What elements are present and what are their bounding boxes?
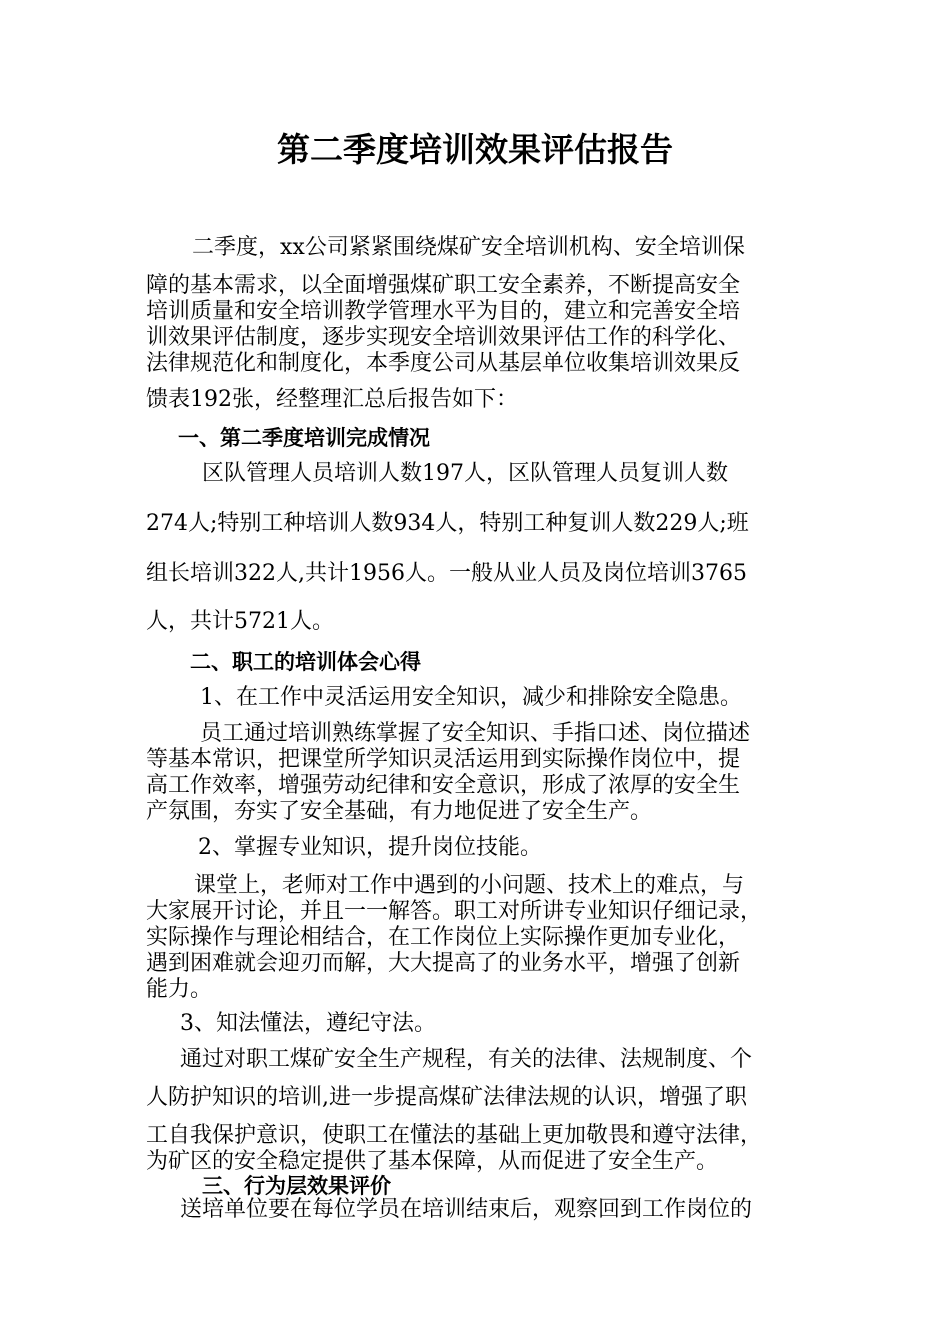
section-2-heading: 二、职工的培训体会心得 xyxy=(190,650,421,674)
item-2-line-3: 实际操作与理论相结合，在工作岗位上实际操作更加专业化， xyxy=(146,925,741,950)
item-3-line-3: 工自我保护意识，使职工在懂法的基础上更加敬畏和遵守法律， xyxy=(146,1123,763,1148)
item-3-line-4: 为矿区的安全稳定提供了基本保障，从而促进了安全生产。 xyxy=(146,1149,719,1174)
item-2-title: 2、掌握专业知识，提升岗位技能。 xyxy=(198,835,542,860)
item-2-line-4: 遇到困难就会迎刃而解，大大提高了的业务水平，增强了创新 xyxy=(146,951,741,976)
document-title: 第二季度培训效果评估报告 xyxy=(277,130,673,169)
intro-line-2: 障的基本需求，以全面增强煤矿职工安全素养，不断提高安全 xyxy=(146,273,741,298)
intro-line-3: 培训质量和安全培训教学管理水平为目的，建立和完善安全培 xyxy=(146,299,741,324)
item-2-line-5: 能力。 xyxy=(146,977,213,1002)
section-3-heading: 三、行为层效果评价 xyxy=(202,1174,391,1198)
section-1-line-2: 274人;特别工种培训人数934人，特别工种复训人数229人;班 xyxy=(146,511,749,536)
intro-line-1: 二季度，xx公司紧紧围绕煤矿安全培训机构、安全培训保 xyxy=(192,235,745,260)
item-2-line-2: 大家展开讨论，并且一一解答。职工对所讲专业知识仔细记录， xyxy=(146,899,763,924)
item-1-line-1: 员工通过培训熟练掌握了安全知识、手指口述、岗位描述 xyxy=(200,721,751,746)
section-1-line-1: 区队管理人员培训人数197人，区队管理人员复训人数 xyxy=(202,461,728,486)
intro-line-5: 法律规范化和制度化，本季度公司从基层单位收集培训效果反 xyxy=(146,351,741,376)
intro-line-6: 馈表192张，经整理汇总后报告如下： xyxy=(146,387,518,412)
item-1-title: 1、在工作中灵活运用安全知识，减少和排除安全隐患。 xyxy=(200,685,742,710)
item-2-line-1: 课堂上，老师对工作中遇到的小问题、技术上的难点，与 xyxy=(194,873,745,898)
section-1-heading: 一、第二季度培训完成情况 xyxy=(178,426,430,450)
item-3-line-2: 人防护知识的培训,进一步提高煤矿法律法规的认识，增强了职 xyxy=(146,1085,747,1110)
section-1-line-3: 组长培训322人,共计1956人。一般从业人员及岗位培训3765 xyxy=(146,561,747,586)
item-1-line-2: 等基本常识，把课堂所学知识灵活运用到实际操作岗位中，提 xyxy=(146,747,741,772)
item-3-line-1: 通过对职工煤矿安全生产规程，有关的法律、法规制度、个 xyxy=(180,1047,753,1072)
section-1-line-4: 人，共计5721人。 xyxy=(146,609,334,634)
item-1-line-3: 高工作效率，增强劳动纪律和安全意识，形成了浓厚的安全生 xyxy=(146,773,741,798)
item-3-title: 3、知法懂法，遵纪守法。 xyxy=(180,1011,436,1036)
intro-line-4: 训效果评估制度，逐步实现安全培训效果评估工作的科学化、 xyxy=(146,325,741,350)
item-1-line-4: 产氛围，夯实了安全基础，有力地促进了安全生产。 xyxy=(146,799,653,824)
section-3-line-1: 送培单位要在每位学员在培训结束后，观察回到工作岗位的 xyxy=(180,1197,753,1222)
